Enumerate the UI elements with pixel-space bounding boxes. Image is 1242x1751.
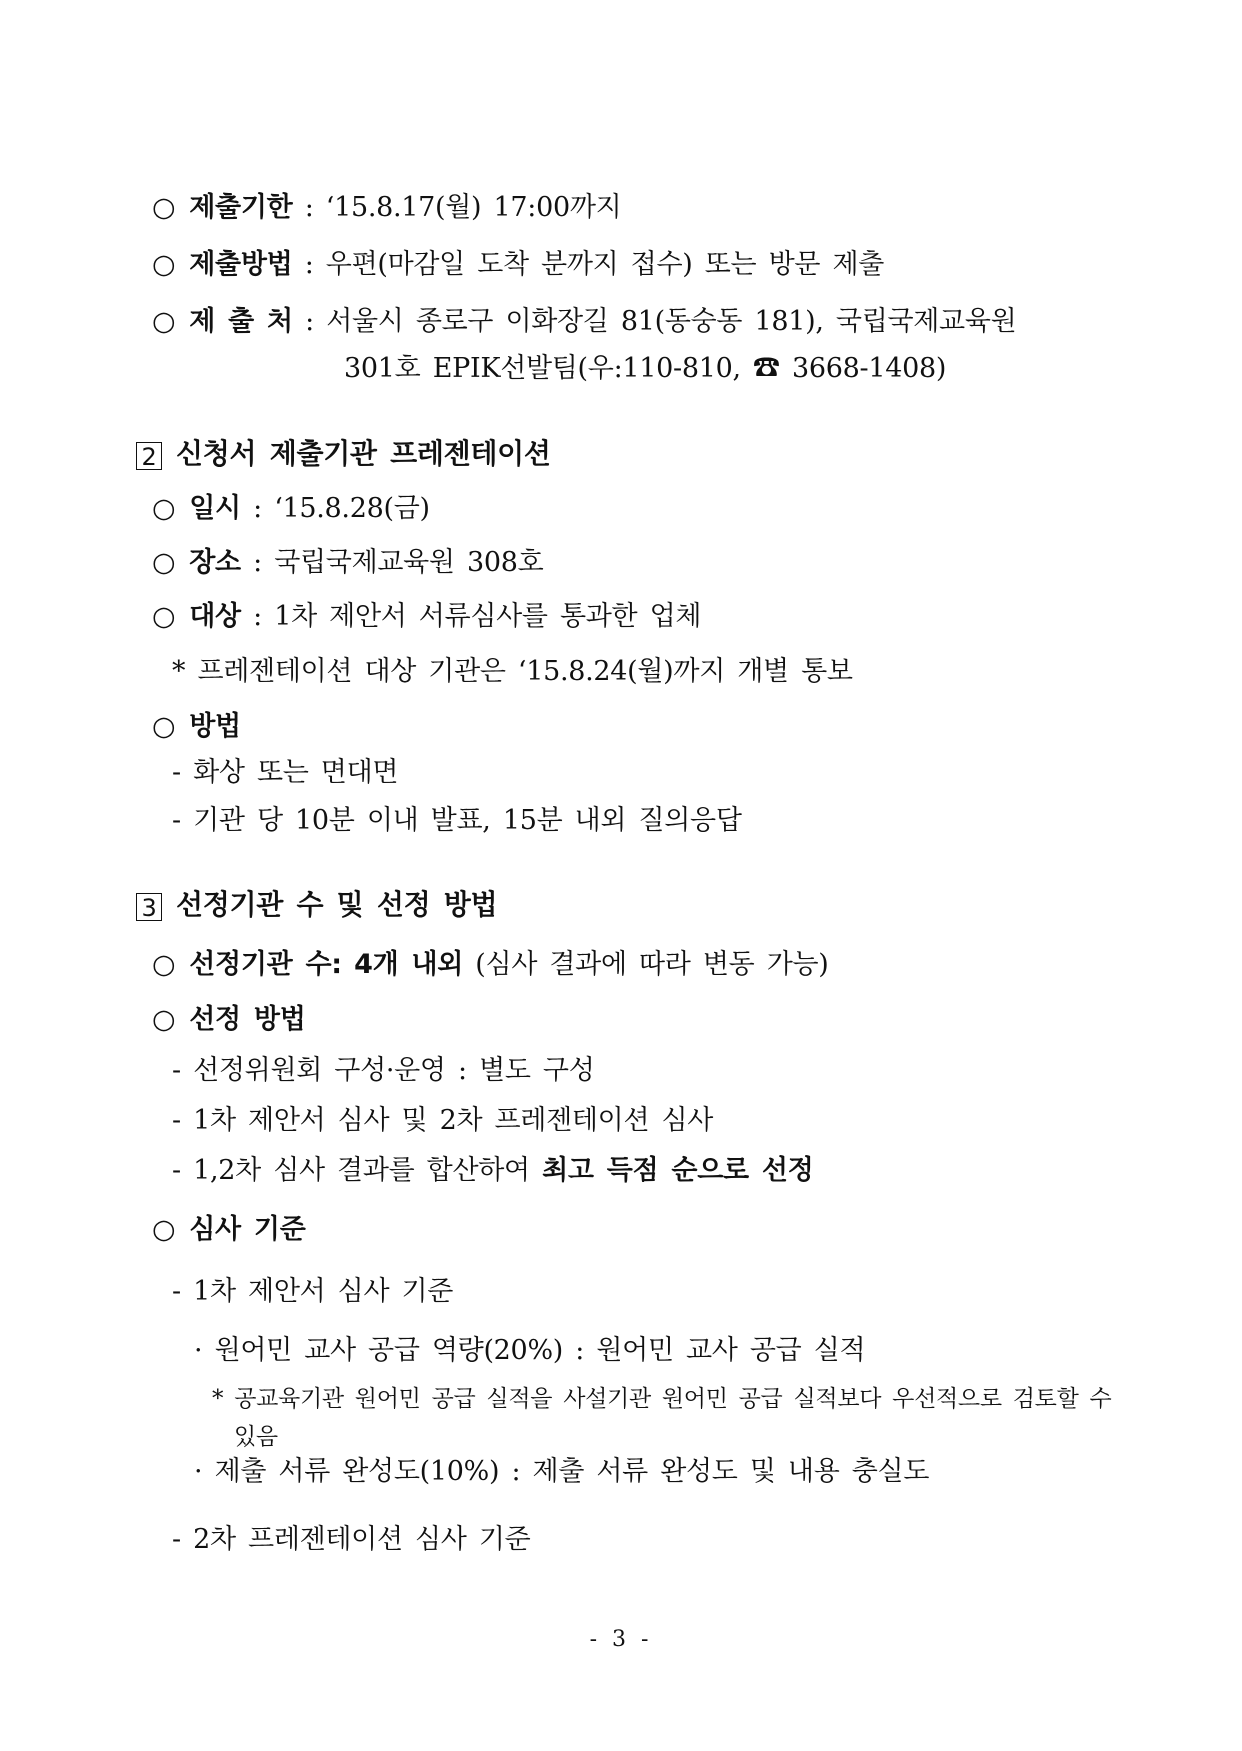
list-item: - 화상 또는 면대면 (172, 757, 399, 788)
selection-method-label: 선정 방법 (189, 1004, 306, 1035)
criteria-note-2 (234, 1420, 278, 1454)
section-3-heading (136, 888, 497, 922)
section-2-title: 신청서 제출기관 프레젠테이션 (176, 437, 551, 470)
venue-line (152, 546, 543, 580)
method-value: 우편(마감일 도착 분까지 접수) 또는 방문 제출 (325, 249, 885, 280)
list-item: · 제출 서류 완성도(10%) : 제출 서류 완성도 및 내용 충실도 (194, 1456, 930, 1487)
page-number: - 3 - (589, 1627, 653, 1652)
bullet-circle: ○ (152, 547, 176, 578)
note-text: 있음 (234, 1424, 278, 1450)
venue-value: 국립국제교육원 308호 (274, 547, 544, 578)
bullet-circle: ○ (152, 249, 176, 280)
section-3-title: 선정기관 수 및 선정 방법 (176, 888, 498, 921)
date-line (152, 492, 430, 526)
method2-label: 방법 (189, 711, 241, 742)
separator: : (292, 192, 326, 223)
place-line (152, 305, 1016, 339)
selection-item-1 (172, 1054, 594, 1088)
method2-line (152, 710, 241, 744)
emphasis-text: 최고 득점 순으로 선정 (542, 1155, 814, 1186)
criteria-note-1 (212, 1382, 1111, 1416)
section-number-box: 2 (136, 442, 162, 470)
notice-text: * 프레젠테이션 대상 기관은 ‘15.8.24(월)까지 개별 통보 (172, 656, 853, 687)
section-2-heading (136, 437, 551, 471)
bullet-circle: ○ (152, 306, 176, 337)
bullet-circle: ○ (152, 949, 176, 980)
count-value-bold: 4개 내외 (354, 949, 464, 980)
method-line (152, 248, 884, 282)
selection-item-3 (172, 1154, 813, 1188)
method2-item-1 (172, 756, 398, 790)
bullet-circle: ○ (152, 1214, 176, 1245)
date-value: ‘15.8.28(금) (274, 493, 430, 524)
target-line (152, 600, 701, 634)
criteria-first-b (194, 1455, 929, 1489)
date-label: 일시 (189, 493, 241, 524)
criteria-label: 심사 기준 (189, 1214, 306, 1245)
bullet-circle: ○ (152, 493, 176, 524)
separator: : (240, 493, 275, 524)
separator: : (292, 306, 327, 337)
bullet-circle: ○ (152, 192, 176, 223)
criteria-line (152, 1213, 306, 1247)
separator: : (240, 601, 275, 632)
list-item: - 2차 프레젠테이션 심사 기준 (172, 1524, 531, 1555)
selection-item-2 (172, 1104, 713, 1138)
list-item: - 기관 당 10분 이내 발표, 15분 내외 질의응답 (172, 805, 742, 836)
deadline-label: 제출기한 (189, 192, 293, 223)
bullet-circle: ○ (152, 1004, 176, 1035)
deadline-line (152, 191, 621, 225)
deadline-value: ‘15.8.17(월) 17:00까지 (325, 192, 622, 223)
note-text: * 공교육기관 원어민 공급 실적을 사설기관 원어민 공급 실적보다 우선적으로 검토할 수 (212, 1386, 1112, 1412)
list-item: - 1차 제안서 심사 기준 (172, 1276, 454, 1307)
separator: : (292, 249, 326, 280)
place-line-2 (344, 352, 946, 386)
list-item: - 1차 제안서 심사 및 2차 프레젠테이션 심사 (172, 1105, 714, 1136)
criteria-second (172, 1523, 530, 1557)
count-value: (심사 결과에 따라 변동 가능) (463, 949, 829, 980)
place-label: 제 출 처 (189, 306, 293, 337)
method2-item-2 (172, 804, 742, 838)
list-item: - 선정위원회 구성·운영 : 별도 구성 (172, 1055, 595, 1086)
criteria-first (172, 1275, 453, 1309)
bullet-circle: ○ (152, 711, 176, 742)
criteria-first-a (194, 1334, 865, 1368)
selection-method-line (152, 1003, 306, 1037)
notice-line (172, 655, 853, 689)
list-item: · 원어민 교사 공급 역량(20%) : 원어민 교사 공급 실적 (194, 1335, 866, 1366)
list-item: - 1,2차 심사 결과를 합산하여 (172, 1155, 543, 1186)
bullet-circle: ○ (152, 601, 176, 632)
target-value: 1차 제안서 서류심사를 통과한 업체 (274, 601, 702, 632)
count-line (152, 948, 829, 982)
place-value: 서울시 종로구 이화장길 81(동숭동 181), 국립국제교육원 (326, 306, 1017, 337)
place-value-2: 301호 EPIK선발팀(우:110-810, ☎ 3668-1408) (344, 353, 947, 384)
section-number-box: 3 (136, 893, 162, 921)
target-label: 대상 (189, 601, 241, 632)
venue-label: 장소 (189, 547, 241, 578)
separator: : (240, 547, 275, 578)
method-label: 제출방법 (189, 249, 293, 280)
count-label: 선정기관 수: (189, 949, 342, 980)
